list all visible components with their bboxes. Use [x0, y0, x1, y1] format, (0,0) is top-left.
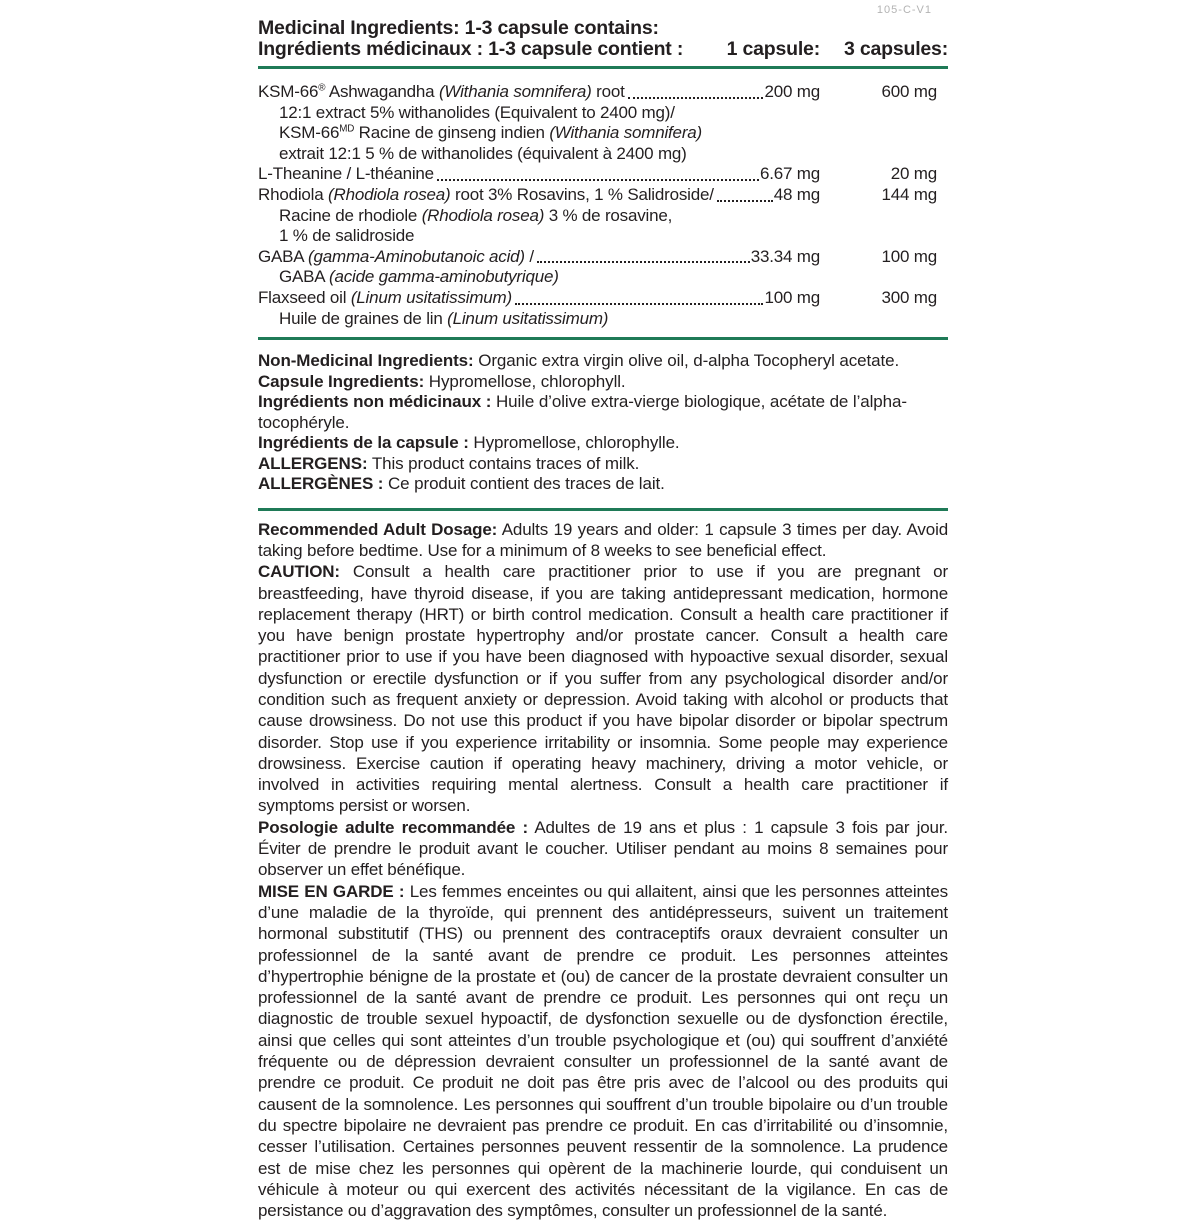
ingredient-row	[258, 103, 948, 124]
table-title-fr: Ingrédients médicinaux : 1-3 capsule contient :	[258, 38, 684, 60]
paragraph	[258, 372, 948, 393]
ingredient-text: L-Theanine / L-théanine	[258, 164, 434, 184]
ingredient-text: Racine de rhodiole	[279, 205, 422, 225]
ingredient-text: (Rhodiola rosea)	[328, 184, 451, 204]
ingredient-text: (Withania somnifera)	[549, 123, 702, 143]
ingredient-name	[258, 247, 534, 268]
paragraph	[258, 433, 948, 454]
column-header-1-capsule: 1 capsule:	[726, 38, 820, 60]
dosage-section-text: Consult a health care practitioner prior to use if you are pregnant or breastfeeding, have thyroid disease, if you are taking antidepressant medication, hormone replacement therapy (HRT) or birth control medication. Consult a health care practitioner if you have benign prostate hypertrophy and/or prostate cancer. Consult a health care practitioner prior to use if you have been diagnosed with hypoactive sexual disorder, sexual dysfunction or erectile dysfunction or if you suffer from any psychological disorder and/or condition such as frequent anxiety or depression. Avoid taking with alcohol or products that cause drowsiness. Do not use this product if you have bipolar disorder or bipolar spectrum disorder. Stop use if you experience irritability or insomnia. Some people may experience drowsiness. Exercise caution if operating heavy machinery, driving a motor vehicle, or involved in activities requiring mental alertness. Consult a health care practitioner if symptoms persist or worsen.	[258, 562, 948, 816]
label-panel	[258, 18, 948, 1221]
table-title-en: Medicinal Ingredients: 1-3 capsule contains:	[258, 17, 659, 39]
ingredient-text: Racine de ginseng indien	[354, 123, 550, 143]
trademark-superscript: MD	[339, 123, 355, 135]
paragraph	[258, 392, 948, 433]
ingredient-text: (gamma-Aminobutanoic acid)	[308, 246, 525, 266]
ingredient-name	[258, 288, 512, 309]
dosage-section-label: Posologie adulte recommandée :	[258, 817, 528, 837]
dosage-section-label: CAUTION:	[258, 562, 340, 582]
paragraph	[258, 454, 948, 475]
ingredient-row	[258, 247, 948, 268]
ingredient-text: root	[591, 82, 625, 101]
ingredient-name	[258, 164, 434, 185]
ingredient-section-label: Ingrédients non médicinaux :	[258, 392, 492, 412]
dotted-leader	[628, 97, 764, 99]
non-medicinal-section	[258, 351, 948, 495]
ingredient-text: 1 % de salidroside	[279, 226, 415, 246]
ingredient-row	[258, 123, 948, 144]
ingredient-section-text: Hypromellose, chlorophylle.	[468, 433, 680, 453]
ingredient-text: (Rhodiola rosea)	[421, 205, 545, 225]
ingredient-text: Ashwagandha	[325, 82, 439, 101]
amount-1-capsule: 6.67 mg	[759, 164, 820, 184]
ingredient-name	[258, 309, 608, 330]
ingredient-text: Flaxseed oil	[258, 287, 351, 307]
divider-rule-bottom	[258, 508, 948, 511]
ingredient-name	[258, 267, 559, 288]
ingredient-row	[258, 206, 948, 227]
ingredient-text: root 3% Rosavins, 1 % Salidroside/	[450, 184, 714, 204]
ingredient-name	[258, 226, 414, 247]
paragraph	[258, 561, 948, 817]
dosage-section-text: Les femmes enceintes ou qui allaitent, ainsi que les personnes atteintes d’une maladie de la thyroïde, qui prennent des antidépresseurs, suivent un traitement hormonal substitutif (THS) ou prennent des contraceptifs oraux devraient consulter un professionnel de la santé avant de prendre ce produit. Les personnes atteintes d’hypertrophie bénigne de la prostate et (ou) de cancer de la prostate devraient consulter un professionnel de la santé avant de prendre ce produit. Les personnes qui ont reçu un diagnostic de trouble sexuel hypoactif, de dysfonction sexuelle ou de dysfonction érectile, ainsi que celles qui sont atteintes d’un trouble psychologique et (ou) qui souffrent d’anxiété fréquente ou de dépression devraient consulter un professionnel de la santé avant de prendre ce produit. Ce produit ne doit pas être pris avec de l’alcool ou des produits qui causent de la somnolence. Les personnes qui souffrent d’un trouble bipolaire ou d’un trouble du spectre bipolaire ne devraient pas prendre ce produit. En cas d’irritabilité ou d’insomnie, cesser l’utilisation. Certaines personnes peuvent ressentir de la somnolence. La prudence est de mise chez les personnes qui opèrent de la machinerie lourde, qui conduisent un véhicule à moteur ou qui exercent des activités nécessitant de la vigilance. En cas de persistance ou d’aggravation des symptômes, consulter un professionnel de la santé.	[258, 881, 948, 1221]
ingredient-text: /	[524, 246, 534, 266]
ingredient-section-text: Ce produit contient des traces de lait.	[383, 474, 665, 494]
amount-3-capsules: 600 mg	[881, 82, 937, 101]
amount-3-capsules: 100 mg	[881, 246, 937, 266]
doc-version-code: 105-C-V1	[876, 4, 932, 16]
dotted-leader	[437, 179, 759, 181]
ingredient-text: extrait 12:1 5 % de withanolides (équivalent à 2400 mg)	[279, 143, 687, 163]
divider-rule-middle	[258, 337, 948, 340]
ingredient-text: (Linum usitatissimum)	[447, 308, 609, 328]
amount-1-capsule: 33.34 mg	[750, 246, 820, 266]
amount-3-capsules: 144 mg	[881, 184, 937, 204]
divider-rule-top	[258, 66, 948, 69]
trademark-superscript: ®	[318, 82, 326, 94]
ingredient-row	[258, 309, 948, 330]
ingredient-text: 12:1 extract 5% withanolides (Equivalent to 2400 mg)/	[279, 102, 675, 122]
dosage-section-text: Adults 19 years and older: 1 capsule 3 times per day. Avoid taking before bedtime. Use for a minimum of 8 weeks to see beneficial effect.	[258, 519, 948, 560]
dotted-leader	[537, 261, 750, 263]
dosage-section-label: MISE EN GARDE :	[258, 881, 405, 901]
ingredient-row	[258, 82, 948, 103]
dotted-leader	[515, 303, 764, 305]
dosage-section-text: Adultes de 19 ans et plus : 1 capsule 3 fois par jour. Éviter de prendre le produit avant le coucher. Utiliser pendant au moins 8 semaines pour observer un effet bénéfique.	[258, 817, 948, 880]
ingredient-text: 3 % de rosavine,	[544, 205, 673, 225]
table-header-row	[258, 39, 948, 60]
ingredient-section-text: Hypromellose, chlorophyll.	[424, 371, 626, 391]
ingredient-name	[258, 82, 625, 103]
ingredient-row	[258, 226, 948, 247]
ingredient-section-label: Capsule Ingredients:	[258, 371, 425, 391]
ingredient-row	[258, 164, 948, 185]
ingredient-row	[258, 267, 948, 288]
ingredient-section-text: This product contains traces of milk.	[367, 453, 640, 473]
ingredient-text: KSM-66	[279, 123, 340, 143]
dosage-section-label: Recommended Adult Dosage:	[258, 519, 498, 539]
ingredient-section-label: ALLERGENS:	[258, 453, 368, 473]
ingredient-name	[258, 144, 687, 165]
ingredient-text: Huile de graines de lin	[279, 308, 448, 328]
ingredient-row	[258, 185, 948, 206]
ingredient-section-label: Non-Medicinal Ingredients:	[258, 351, 474, 371]
paragraph	[258, 881, 948, 1221]
amount-1-capsule: 48 mg	[773, 184, 820, 204]
ingredient-text: GABA	[279, 267, 330, 287]
ingredient-text: (Withania somnifera)	[438, 82, 592, 101]
paragraph	[258, 351, 948, 372]
ingredient-name	[258, 206, 672, 227]
ingredient-section-text: Huile d’olive extra-vierge biologique, acétate de l’alpha-tocophéryle.	[258, 392, 907, 432]
dotted-leader	[717, 200, 773, 202]
ingredient-text: KSM-66	[258, 82, 319, 101]
amount-3-capsules: 300 mg	[881, 287, 937, 307]
table-header	[258, 18, 948, 60]
medicinal-ingredients-table	[258, 82, 948, 329]
ingredient-name	[258, 103, 675, 124]
amount-1-capsule: 200 mg	[764, 82, 820, 101]
paragraph	[258, 817, 948, 881]
ingredient-section-label: Ingrédients de la capsule :	[258, 433, 469, 453]
ingredient-name	[258, 123, 702, 144]
ingredient-row	[258, 288, 948, 309]
dosage-caution-section	[258, 519, 948, 1221]
ingredient-section-text: Organic extra virgin olive oil, d-alpha Tocopheryl acetate.	[473, 351, 900, 371]
ingredient-text: Rhodiola	[258, 184, 329, 204]
paragraph	[258, 474, 948, 495]
paragraph	[258, 519, 948, 562]
ingredient-text: GABA	[258, 246, 309, 266]
ingredient-name	[258, 185, 714, 206]
column-header-3-capsules: 3 capsules:	[843, 38, 948, 60]
ingredient-text: (Linum usitatissimum)	[350, 287, 512, 307]
amount-1-capsule: 100 mg	[764, 287, 820, 307]
amount-3-capsules: 20 mg	[890, 164, 937, 184]
ingredient-row	[258, 144, 948, 165]
ingredient-text: (acide gamma-aminobutyrique)	[329, 267, 559, 287]
ingredient-section-label: ALLERGÈNES :	[258, 474, 384, 494]
